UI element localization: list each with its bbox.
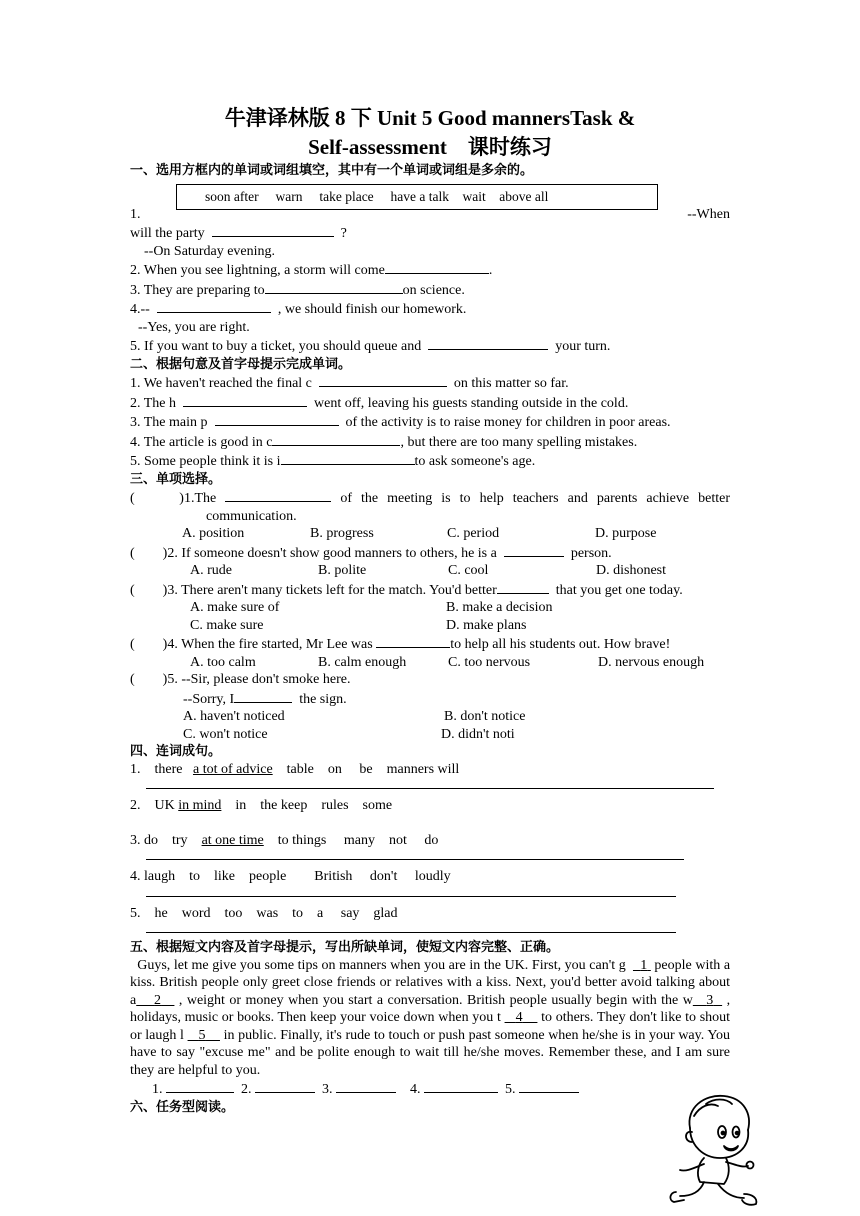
p4-q3: 3. do try at one time to things many not do (130, 832, 439, 848)
p4-q4: 4. laugh to like people British don't loudly (130, 869, 451, 884)
p3-q3-options-1: A. make sure of B. make a decision (190, 600, 553, 615)
p4-q5: 5. he word too was to a say glad (130, 905, 398, 921)
section-6-heading: 六、任务型阅读。 (130, 1099, 235, 1115)
answer-line-5[interactable] (146, 931, 676, 933)
worksheet (130, 0, 730, 1116)
p1-q4-answer: --Yes, you are right. (138, 319, 250, 335)
section-1-heading: 一、选用方框内的单词或词组填空，其中有一个单词或词组是多余的。 (130, 163, 534, 178)
running-boy-illustration (660, 1088, 770, 1212)
answer-line-4[interactable] (146, 895, 676, 897)
answer-line-1[interactable] (146, 787, 714, 789)
p3-q1-cont: communication. (206, 508, 297, 524)
p3-q2: ( )2. If someone doesn't show good manners to others, he is a person. (130, 543, 730, 563)
p2-q4: 4. The article is good in c , but there are too many spelling mistakes. (130, 432, 730, 452)
p1-q1: 1. --When (130, 206, 730, 222)
p4-q1: 1. there a tot of advice table on be manners will (130, 761, 460, 777)
p1-q2: 2. When you see lightning, a storm will come . (130, 260, 730, 280)
section-4-heading: 四、连词成句。 (130, 744, 222, 759)
p3-q5-options-1: A. haven't noticed B. don't notice (183, 709, 526, 724)
p3-q4-options: A. too calm B. calm enough C. too nervous D. nervous enough (190, 654, 705, 670)
answer-line-3[interactable] (146, 858, 684, 860)
section-2-heading: 二、根据句意及首字母提示完成单词。 (130, 356, 352, 372)
section-3-heading: 三、单项选择。 (130, 471, 222, 487)
passage: Guys, let me give you some tips on manners when you are in the UK. First, you can't g 1 people with a kiss. British people only greet close friends or relatives with a kiss. Next, you'd better avoid talking about a 2 , weight or money when you start a conversation. British people usually begin with the w 3 , holidays, music or books. Then keep your voice down when you t 4 to others. They don't like to shout or laugh l 5 in public. Finally, it's rude to touch or push past someone when he/she is in your way. You have to say "excuse me" and be polite enough to wait till he/she moves. Remember these, and I am sure they are helpful to you. (130, 957, 731, 1078)
p2-q2: 2. The h went off, leaving his guests standing outside in the cold. (130, 393, 730, 413)
word-box: soon after warn take place have a talk wait above all (176, 184, 658, 210)
p1-q5: 5. If you want to buy a ticket, you should queue and your turn. (130, 336, 730, 356)
p3-q1-options: A. position B. progress C. period D. purpose (182, 526, 657, 541)
p1-q4: 4.-- , we should finish our homework. (130, 299, 730, 319)
p1-q3: 3. They are preparing to on science. (130, 280, 730, 300)
p1-q1-cont: will the party ? (130, 223, 730, 243)
p3-q5: ( )5. --Sir, please don't smoke here. (130, 672, 351, 687)
section-5-heading: 五、根据短文内容及首字母提示，写出所缺单词，使短文内容完整、正确。 (130, 940, 560, 955)
p3-q3-options-2: C. make sure D. make plans (190, 617, 527, 633)
p2-q1: 1. We haven't reached the final c on this matter so far. (130, 373, 730, 393)
page-title: 牛津译林版 8 下 Unit 5 Good mannersTask & Self-assessment 课时练习 (224, 106, 636, 159)
p3-q3: ( )3. There aren't many tickets left for the match. You'd better that you get one today. (130, 580, 730, 600)
p4-q2: 2. UK in mind in the keep rules some (130, 798, 393, 813)
p2-q5: 5. Some people think it is i to ask someone's age. (130, 451, 730, 471)
p3-q5-cont: --Sorry, I the sign. (130, 689, 730, 709)
p3-q4: ( )4. When the fire started, Mr Lee was to help all his students out. How brave! (130, 634, 730, 654)
p3-q5-options-2: C. won't notice D. didn't noti (183, 726, 515, 742)
p1-q1-answer: --On Saturday evening. (144, 243, 276, 259)
answer-blanks: 1. 2. 3. 4. 5. (130, 1079, 730, 1099)
p3-q2-options: A. rude B. polite C. cool D. dishonest (190, 563, 666, 578)
p2-q3: 3. The main p of the activity is to raise money for children in poor areas. (130, 412, 730, 432)
p3-q1: ( )1.The of the meeting is to help teachers and parents achieve better (130, 488, 730, 508)
